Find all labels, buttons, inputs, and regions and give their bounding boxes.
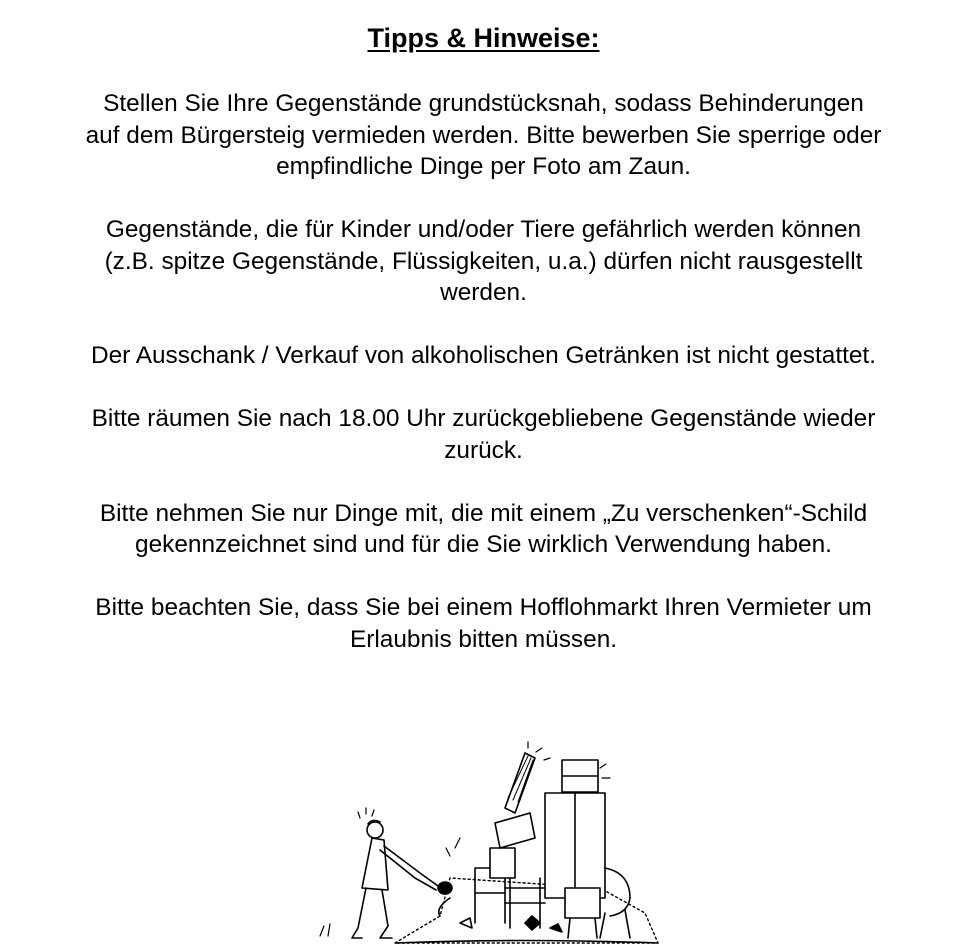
tip-line: Bitte räumen Sie nach 18.00 Uhr zurückgebliebene Gegenstände wieder bbox=[91, 405, 876, 432]
tip-line: auf dem Bürgersteig vermieden werden. Bitte bewerben Sie sperrige oder bbox=[85, 121, 882, 149]
tip-paragraph-alcohol bbox=[20, 340, 947, 372]
person-head bbox=[367, 822, 383, 838]
tips-content bbox=[20, 88, 947, 687]
person-arm-1 bbox=[384, 846, 438, 886]
tip-line: zurück. bbox=[444, 436, 523, 464]
tip-paragraph-cleanup bbox=[20, 403, 947, 466]
page-title: Tipps & Hinweise: bbox=[367, 23, 600, 53]
tip-line: Erlaubnis bitten müssen. bbox=[349, 625, 618, 653]
tip-line: (z.B. spitze Gegenstände, Flüssigkeiten, u.a.) dürfen nicht rausgestellt bbox=[104, 247, 863, 275]
tip-line: Gegenstände, die für Kinder und/oder Tiere gefährlich werden können bbox=[105, 216, 862, 243]
rug-roll bbox=[438, 882, 452, 894]
tip-line: Stellen Sie Ihre Gegenstände grundstücksnah, sodass Behinderungen bbox=[103, 90, 864, 117]
umbrella-ribs bbox=[508, 756, 533, 802]
cabinet-lines bbox=[600, 764, 610, 778]
tip-line: gekennzeichnet sind und für die Sie wirklich Verwendung haben. bbox=[135, 531, 832, 558]
sweat-lines bbox=[358, 808, 374, 818]
tip-line: werden. bbox=[440, 279, 527, 306]
shake-lines bbox=[528, 742, 550, 760]
tip-line: Bitte nehmen Sie nur Dinge mit, die mit einem „Zu verschenken“-Schild bbox=[99, 499, 868, 527]
tip-paragraph-free-items bbox=[20, 498, 947, 561]
tip-line: Der Ausschank / Verkauf von alkoholischen Getränken ist nicht gestattet. bbox=[90, 342, 876, 369]
stool bbox=[565, 888, 600, 918]
tip-line: Bitte beachten Sie, dass Sie bei einem Hofflohmarkt Ihren Vermieter um bbox=[95, 594, 872, 621]
box-1 bbox=[490, 848, 515, 878]
motion-lines bbox=[446, 838, 460, 856]
motion-lines bbox=[320, 924, 330, 936]
tip-paragraph-dangerous-items bbox=[20, 214, 947, 309]
tip-paragraph-placement bbox=[20, 88, 947, 183]
tip-paragraph-landlord bbox=[20, 592, 947, 655]
person-dragging-furniture-on-rug-illustration bbox=[300, 738, 670, 950]
lamp-shade bbox=[495, 813, 535, 848]
tip-line: empfindliche Dinge per Foto am Zaun. bbox=[276, 153, 691, 180]
person-leg-2 bbox=[380, 890, 392, 938]
person-leg-1 bbox=[352, 888, 366, 938]
person-arm-2 bbox=[380, 850, 436, 890]
